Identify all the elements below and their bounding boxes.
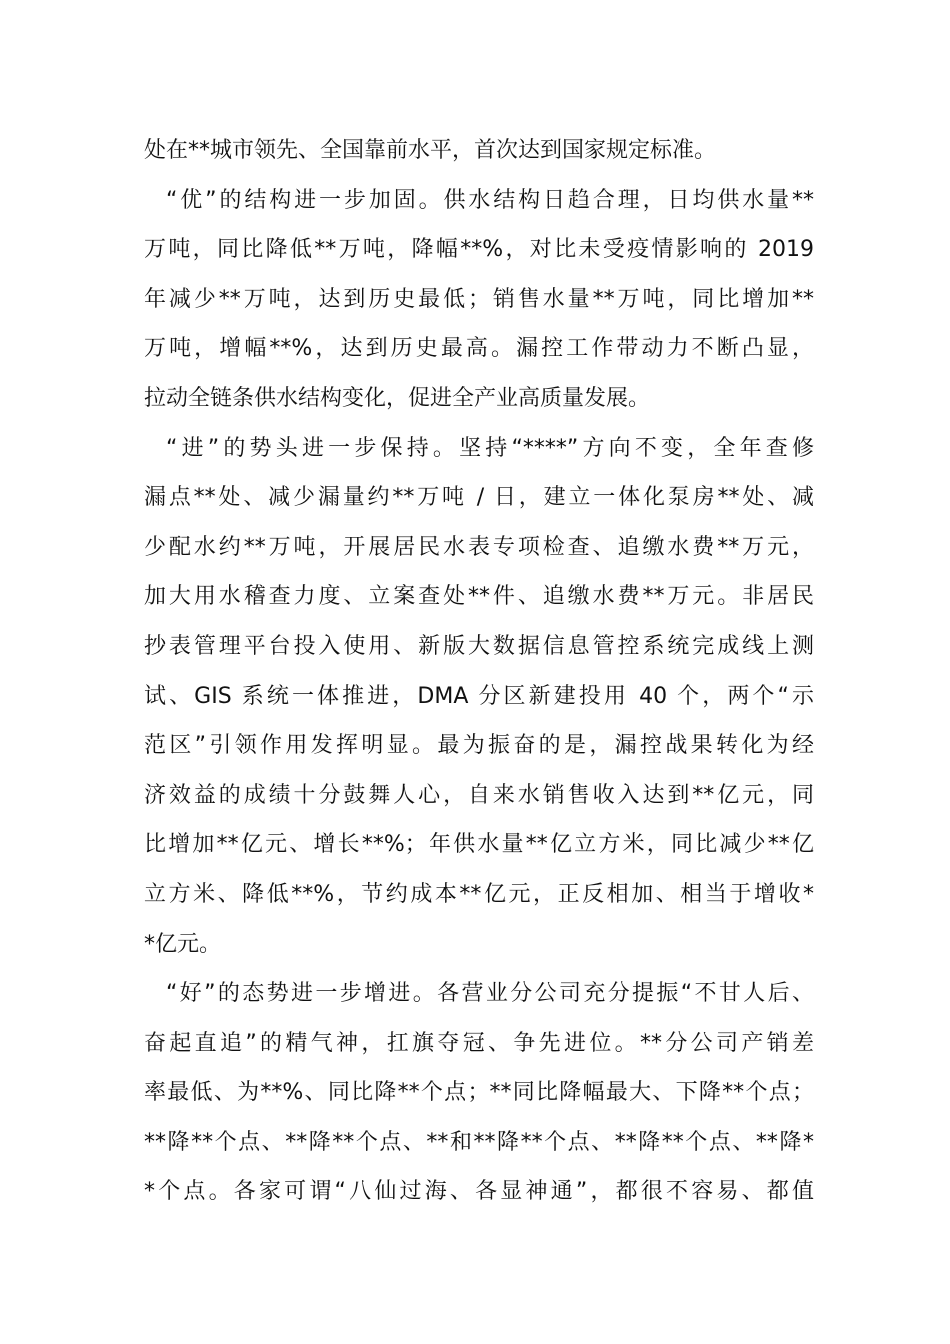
text-line: 年减少**万吨，达到历史最低；销售水量**万吨，同比增加** <box>144 286 814 312</box>
paragraph-first-line: “进”的势头进一步保持。坚持“****”方向不变，全年查修 <box>166 435 814 461</box>
text-line: *个点。各家可谓“八仙过海、各显神通”，都很不容易、都值 <box>144 1179 814 1205</box>
paragraph-first-line: “优”的结构进一步加固。供水结构日趋合理，日均供水量** <box>166 187 814 213</box>
text-line: 济效益的成绩十分鼓舞人心，自来水销售收入达到**亿元，同 <box>144 782 814 808</box>
text-line: 率最低、为**%、同比降**个点；**同比降幅最大、下降**个点； <box>144 1080 814 1106</box>
text-line: 试、GIS 系统一体推进，DMA 分区新建投用 40 个，两个“示 <box>144 683 814 709</box>
text-line: **降**个点、**降**个点、**和**降**个点、**降**个点、**降* <box>144 1129 814 1155</box>
text-line: 加大用水稽查力度、立案查处**件、追缴水费**万元。非居民 <box>144 584 814 610</box>
text-line: 范区”引领作用发挥明显。最为振奋的是，漏控战果转化为经 <box>144 733 814 759</box>
text-line: 抄表管理平台投入使用、新版大数据信息管控系统完成线上测 <box>144 633 814 659</box>
paragraph-first-line: “好”的态势进一步增进。各营业分公司充分提振“不甘人后、 <box>166 981 814 1007</box>
text-line: 万吨，同比降低**万吨，降幅**%，对比未受疫情影响的 2019 <box>144 237 814 263</box>
text-line: 漏点**处、减少漏量约**万吨 / 日，建立一体化泵房**处、减 <box>144 485 814 511</box>
text-line: 比增加**亿元、增长**%；年供水量**亿立方米，同比减少**亿 <box>144 832 814 858</box>
text-line: 奋起直追”的精气神，扛旗夺冠、争先进位。**分公司产销差 <box>144 1030 814 1056</box>
text-line: 万吨，增幅**%，达到历史最高。漏控工作带动力不断凸显， <box>144 336 814 362</box>
text-line: 少配水约**万吨，开展居民水表专项检查、追缴水费**万元， <box>144 534 814 560</box>
text-line: 拉动全链条供水结构变化，促进全产业高质量发展。 <box>144 385 651 411</box>
document-body <box>144 126 814 1217</box>
text-line: *亿元。 <box>144 931 222 957</box>
text-line: 处在**城市领先、全国靠前水平，首次达到国家规定标准。 <box>144 138 717 163</box>
text-line: 立方米、降低**%，节约成本**亿元，正反相加、相当于增收* <box>144 881 814 907</box>
